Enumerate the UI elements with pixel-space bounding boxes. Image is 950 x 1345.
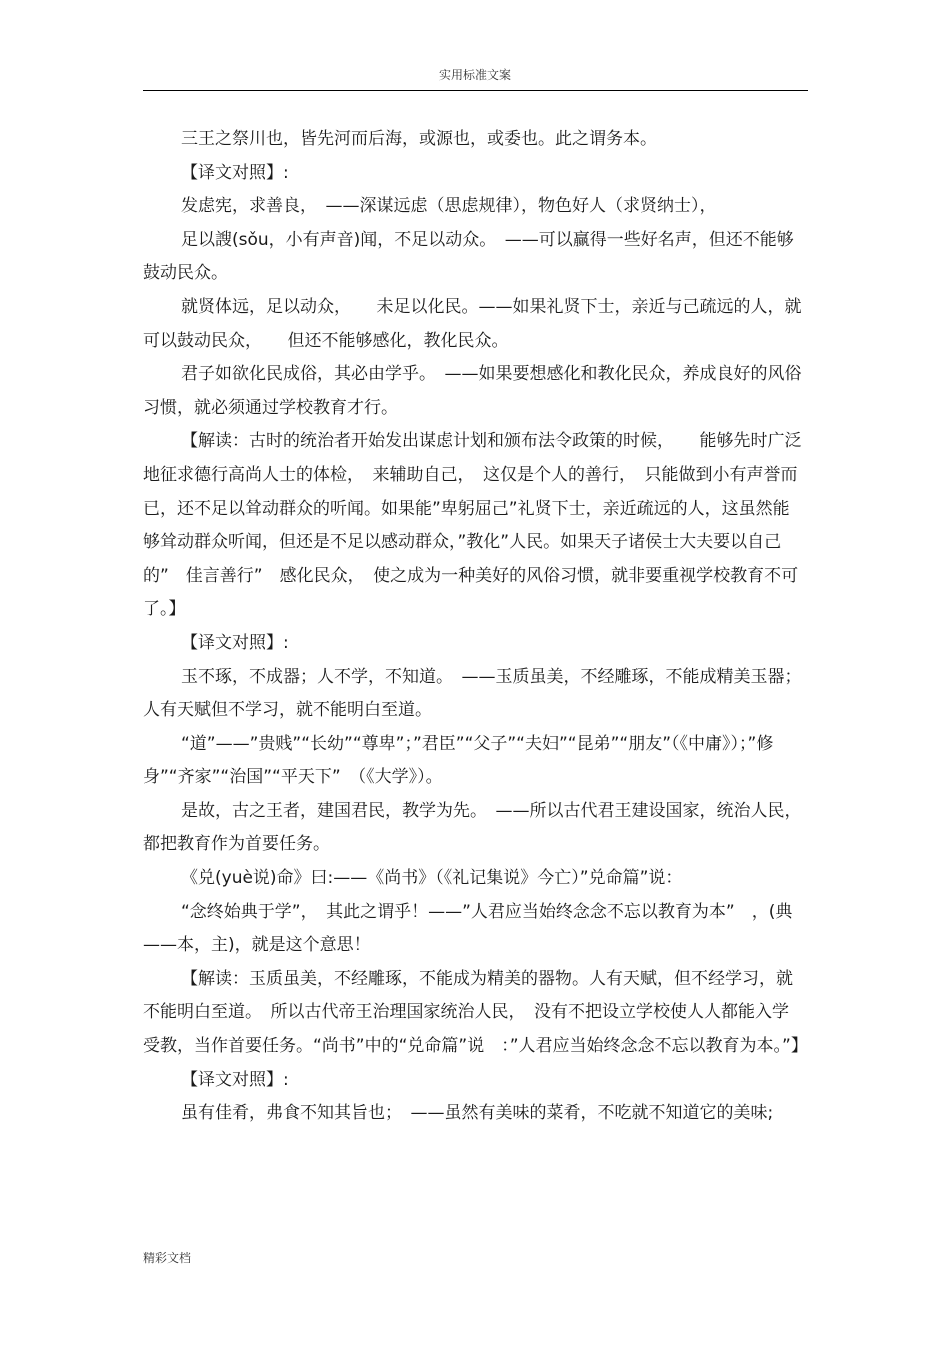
paragraph: 【解读：玉质虽美，不经雕琢，不能成为精美的器物。人有天赋，但不经学习，就不能明白至道。 所以古代帝王治理国家统治人民， 没有不把设立学校使人人都能入学受教，当作首要任务。“尚书”中的“兑命篇”说 ：”人君应当始终念念不忘以教育为本。”】 <box>143 968 808 1057</box>
paragraph: 【译文对照】: <box>181 162 289 183</box>
paragraph: 《兑(yuè说)命》曰:——《尚书》（《礼记集说》今亡）”兑命篇”说： <box>181 868 683 889</box>
paragraph: 发虑宪，求善良， ——深谋远虑（思虑规律），物色好人（求贤纳士）， <box>181 196 717 217</box>
page-header: 实用标准文案 <box>438 68 511 82</box>
paragraph: 虽有佳肴，弗食不知其旨也； ——虽然有美味的菜肴，不吃就不知道它的美味; <box>181 1103 774 1124</box>
paragraph: 君子如欲化民成俗，其必由学乎。 ——如果要想感化和教化民众，养成良好的风俗习惯，就必须通过学校教育才行。 <box>143 364 802 418</box>
page-footer: 精彩文档 <box>143 1251 192 1265</box>
header-divider <box>143 90 808 91</box>
paragraph: 足以謏(sǒu，小有声音)闻，不足以动众。 ——可以赢得一些好名声，但还不能够鼓动民众。 <box>143 229 794 284</box>
paragraph: 三王之祭川也，皆先河而后海，或源也，或委也。此之谓务本。 <box>181 129 657 149</box>
paragraph: 【译文对照】: <box>181 632 289 653</box>
document-body <box>143 123 808 1131</box>
paragraph: 【解读：古时的统治者开始发出谋虑计划和颁布法令政策的时候， 能够先时广泛地征求德行高尚人士的体检， 来辅助自己， 这仅是个人的善行， 只能做到小有声誉而已，还不足以耸动群众的听闻。如果能”卑躬屈己”礼贤下士，亲近疏远的人，这虽然能够耸动群众听闻，但还是不足以感动群众，”教化”人民。如果天子诸侯士大夫要以自己的” 佳言善行” 感化民众， 使之成为一种美好的风俗习惯，就非要重视学校教育不可了。】 <box>143 431 802 620</box>
paragraph: 玉不琢，不成器；人不学，不知道。 ——玉质虽美，不经雕琢，不能成精美玉器；人有天赋但不学习，就不能明白至道。 <box>143 666 802 721</box>
paragraph: 【译文对照】: <box>181 1069 289 1090</box>
paragraph: 是故，古之王者，建国君民，教学为先。 ——所以古代君王建设国家，统治人民，都把教育作为首要任务。 <box>143 800 802 855</box>
paragraph: “念终始典于学”， 其此之谓乎！——”人君应当始终念念不忘以教育为本” ，(典——本，主)，就是这个意思！ <box>143 901 793 956</box>
paragraph: “道”——”贵贱”“长幼”“尊卑”；”君臣”“父子”“夫妇”“昆弟”“朋友”（《中庸》）；”修身”“齐家”“治国”“平天下” （《大学》）。 <box>143 733 774 788</box>
paragraph: 就贤体远，足以动众， 未足以化民。——如果礼贤下士，亲近与己疏远的人，就可以鼓动民众， 但还不能够感化，教化民众。 <box>143 296 802 351</box>
